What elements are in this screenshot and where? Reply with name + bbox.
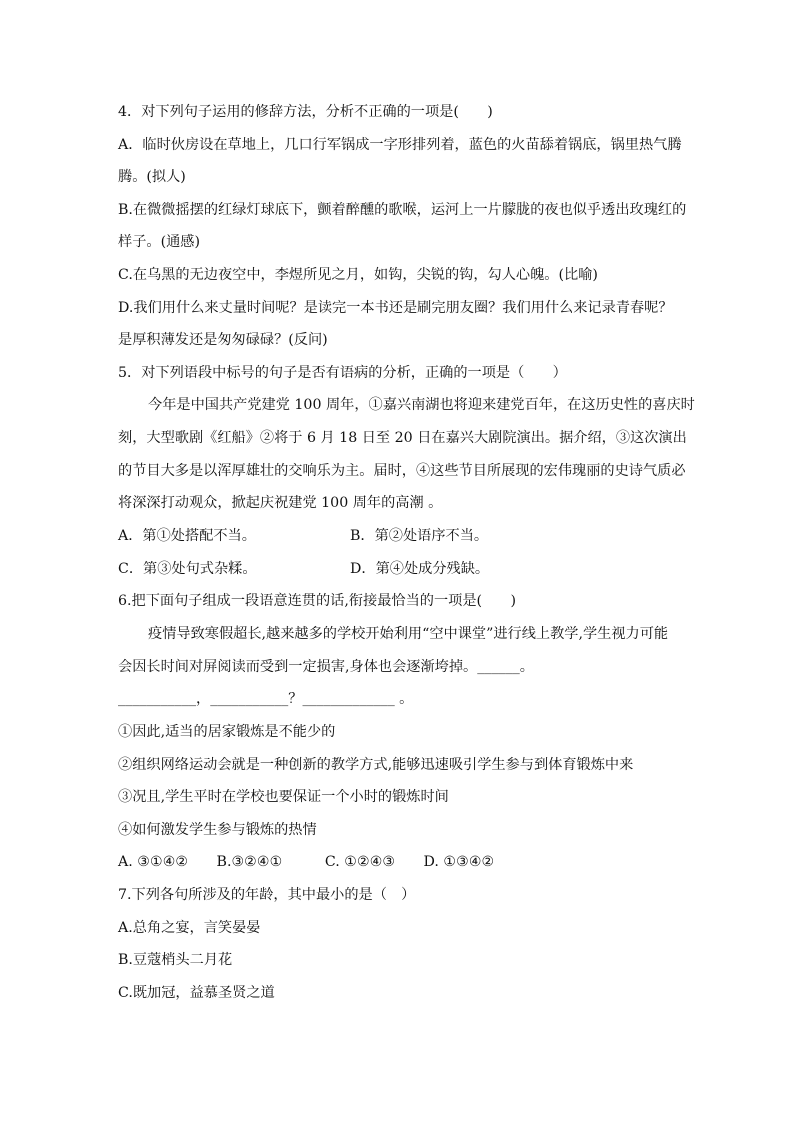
question-5-passage-line: 刻，大型歌剧《红船》②将于 6 月 18 日至 20 日在嘉兴大剧院演出。据介绍，③这次演出 <box>118 430 687 446</box>
question-4-option-a: A．临时伙房设在草地上，几口行军锅成一字形排列着，蓝色的火苗舔着锅底，锅里热气腾 <box>118 137 682 153</box>
question-7-option-b: B.豆蔻梢头二月花 <box>118 952 233 968</box>
question-5-stem: 5．对下列语段中标号的句子是否有语病的分析，正确的一项是（ ） <box>118 365 567 381</box>
question-6-options: A. ③①④② B.③②④① C. ①②④③ D. ①③④② <box>118 854 495 870</box>
question-5-option-d: D．第④处成分残缺。 <box>350 561 490 577</box>
question-4-option-d-cont: 是厚积薄发还是匆匆碌碌？(反问) <box>118 332 328 348</box>
question-6-sentence-1: ①因此,适当的居家锻炼是不能少的 <box>118 724 336 740</box>
question-4-option-a-cont: 腾。(拟人) <box>118 169 186 185</box>
question-6-stem: 6.把下面句子组成一段语意连贯的话,衔接最恰当的一项是( ) <box>118 593 516 609</box>
question-5-option-c: C．第③处句式杂糅。 <box>118 561 257 577</box>
question-4-option-d: D.我们用什么来丈量时间呢？是读完一本书还是刷完朋友圈？我们用什么来记录青春呢？ <box>118 300 673 316</box>
question-6-passage-line: 疫情导致寒假超长,越来越多的学校开始利用“空中课堂”进行线上教学,学生视力可能 <box>148 626 669 642</box>
question-6-blanks: ___________，___________？_____________ 。 <box>118 691 414 707</box>
question-5-passage-line: 将深深打动观众，掀起庆祝建党 100 周年的高潮 。 <box>118 495 443 511</box>
question-7-stem: 7.下列各句所涉及的年龄，其中最小的是（ ） <box>118 887 416 903</box>
question-5-option-b: B．第②处语序不当。 <box>350 528 489 544</box>
question-7-option-a: A.总角之宴，言笑晏晏 <box>118 920 261 936</box>
question-6-sentence-2: ②组织网络运动会就是一种创新的教学方式,能够迅速吸引学生参与到体育锻炼中来 <box>118 757 634 773</box>
question-6-passage-line: 会因长时间对屏阅读而受到一定损害,身体也会逐渐垮掉。______。 <box>118 659 534 675</box>
question-5-passage-line: 的节目大多是以浑厚雄壮的交响乐为主。届时，④这些节目所展现的宏伟瑰丽的史诗气质必 <box>118 463 686 479</box>
question-6-sentence-4: ④如何激发学生参与锻炼的热情 <box>118 822 317 838</box>
question-7-option-c: C.既加冠，益慕圣贤之道 <box>118 985 275 1001</box>
question-5-passage-line: 今年是中国共产党建党 100 周年，①嘉兴南湖也将迎来建党百年，在这历史性的喜庆时 <box>148 397 695 413</box>
question-4-option-b: B.在微微摇摆的红绿灯球底下，颤着醉醺的歌喉，运河上一片朦胧的夜也似乎透出玫瑰红的 <box>118 202 687 218</box>
question-6-sentence-3: ③况且,学生平时在学校也要保证一个小时的锻炼时间 <box>118 789 449 805</box>
question-4-option-b-cont: 样子。(通感) <box>118 234 201 250</box>
question-4-option-c: C.在乌黑的无边夜空中，李煜所见之月，如钩，尖锐的钩，勾人心魄。(比喻) <box>118 267 598 283</box>
question-4-stem: 4．对下列句子运用的修辞方法，分析不正确的一项是( ) <box>118 104 493 120</box>
question-5-option-a: A．第①处搭配不当。 <box>118 528 256 544</box>
